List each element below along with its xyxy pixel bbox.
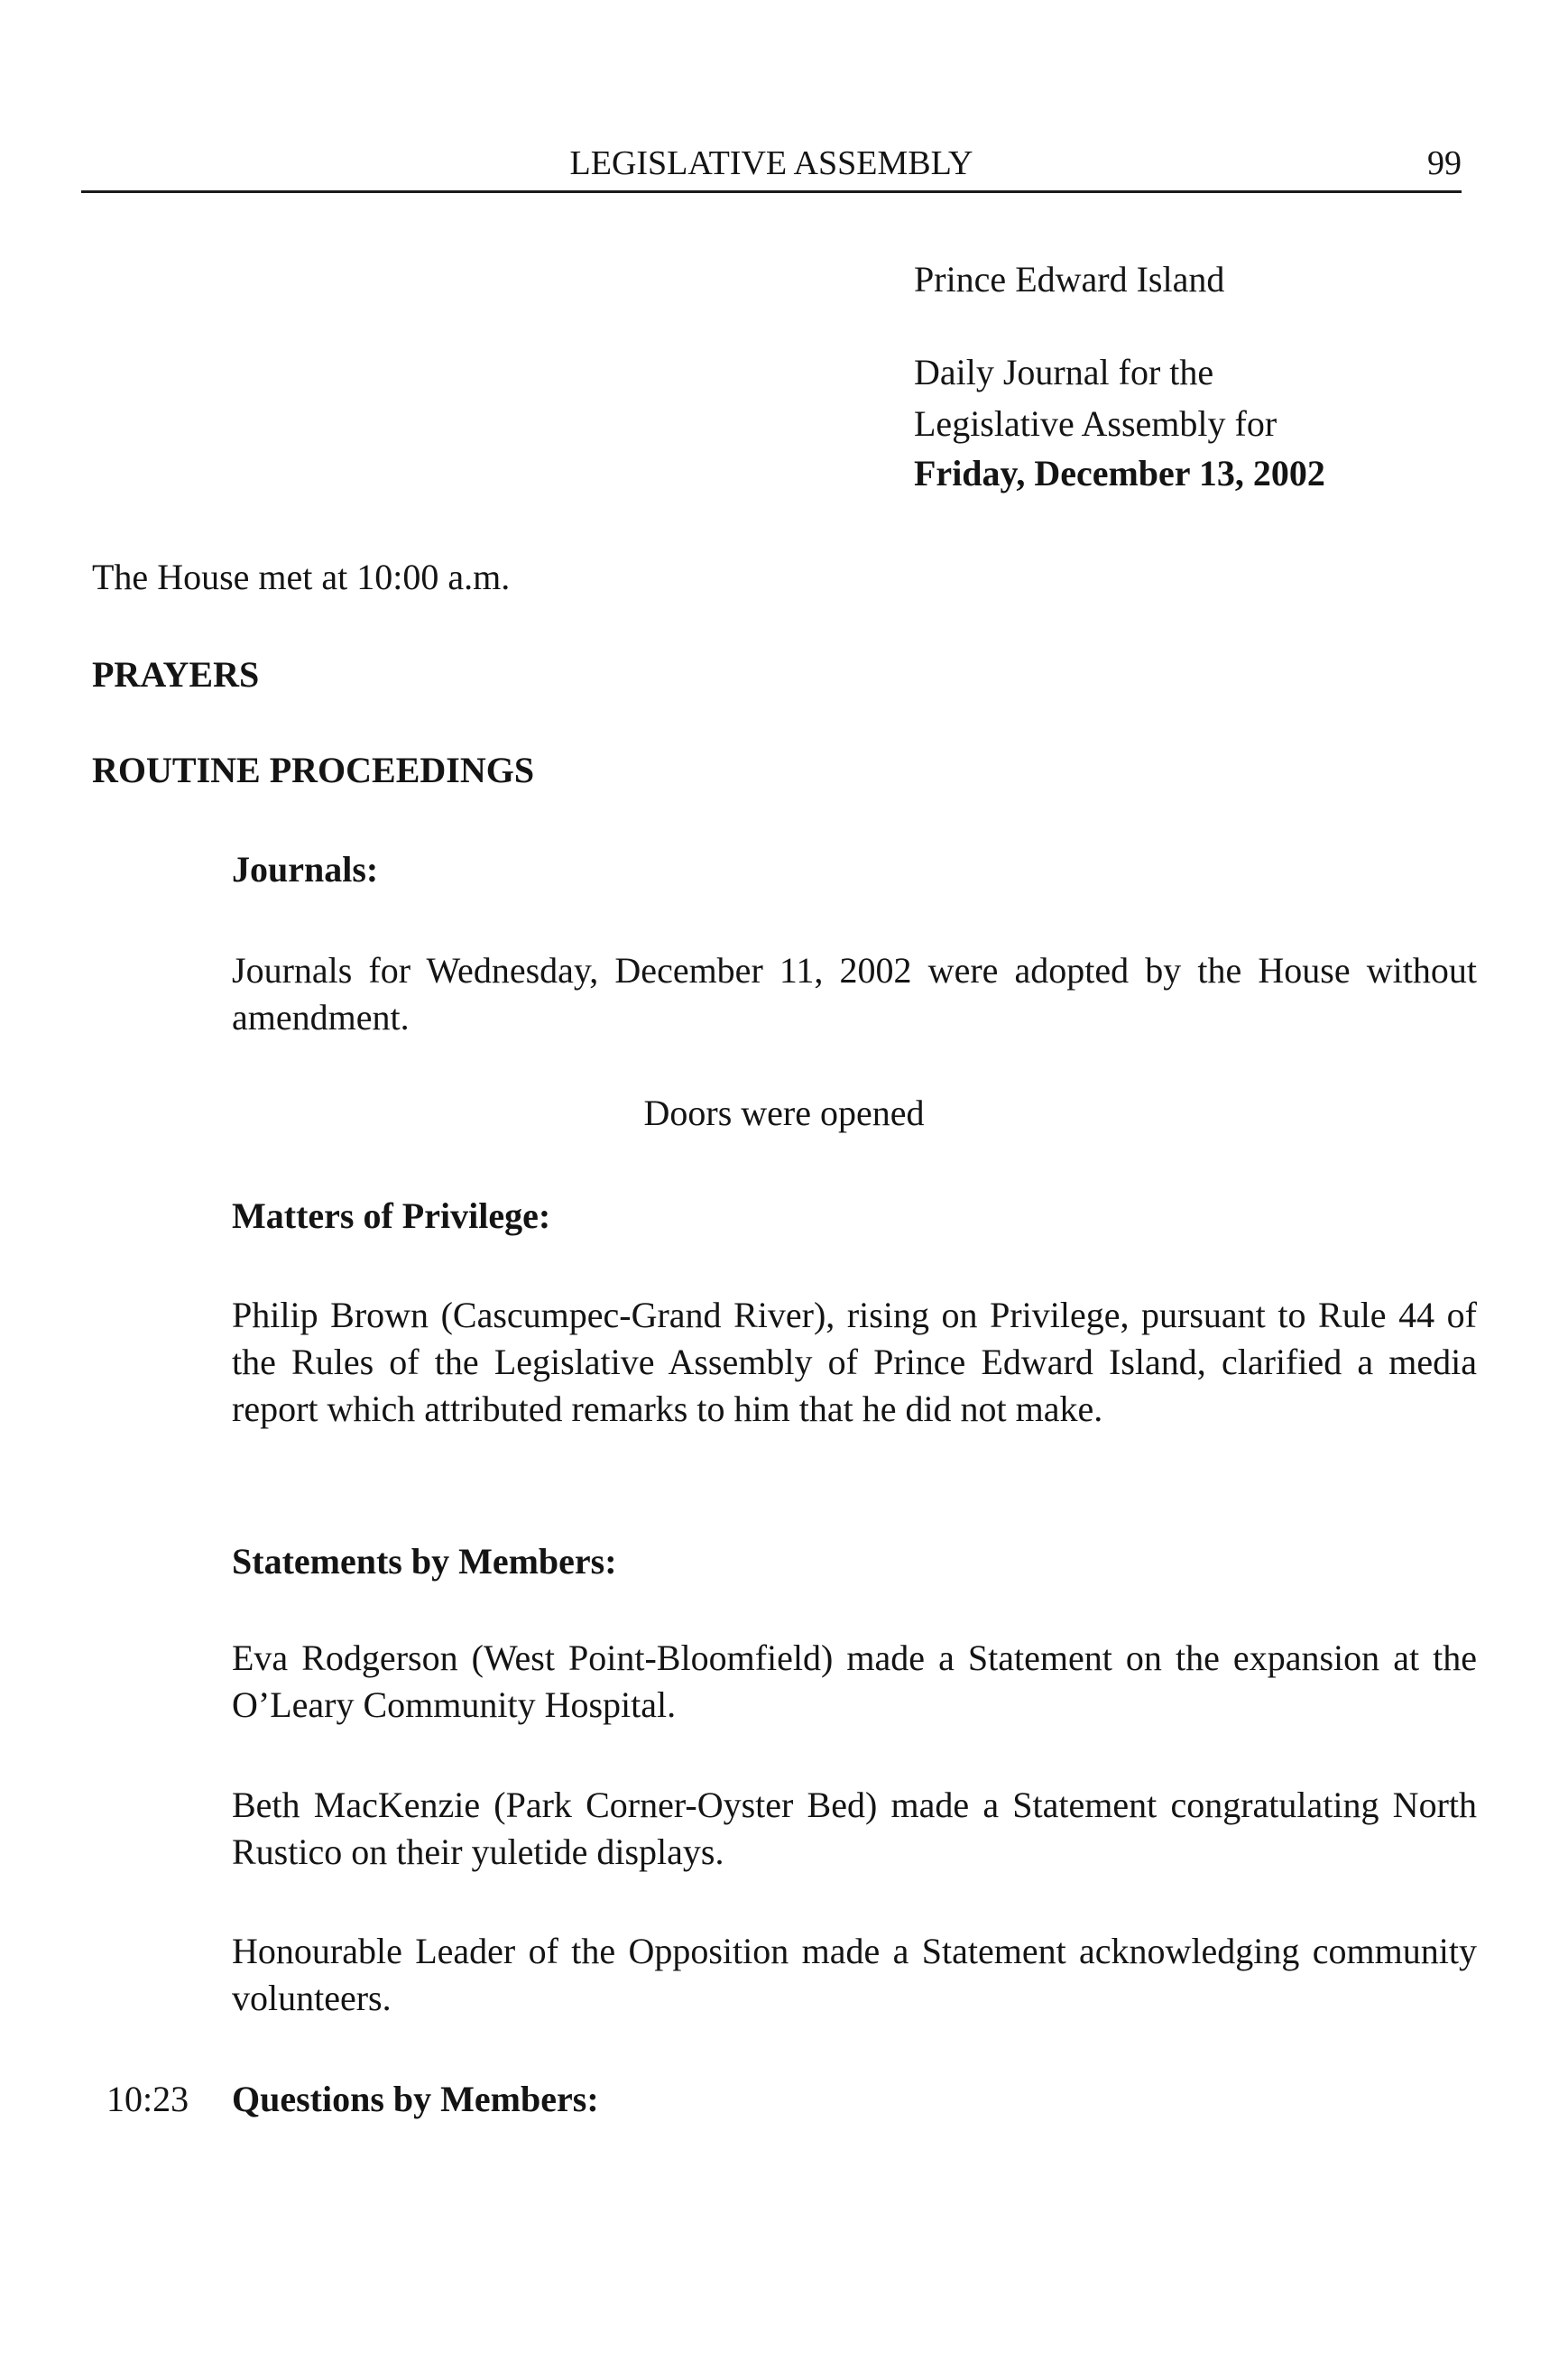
prayers-heading: PRAYERS	[92, 654, 260, 695]
privilege-paragraph: Philip Brown (Cascumpec-Grand River), rising on Privilege, pursuant to Rule 44 of the Rules of the Legislative Assembly of Prince Edward Island, clarified a media report which attributed remarks to him that he did not make.	[232, 1295, 1477, 1429]
statements-heading: Statements by Members:	[232, 1541, 617, 1582]
house-met-line: The House met at 10:00 a.m.	[92, 557, 511, 597]
routine-proceedings-heading: ROUTINE PROCEEDINGS	[92, 750, 535, 790]
journal-date-text: Friday, December 13, 2002	[914, 453, 1325, 494]
statement-item: Eva Rodgerson (West Point-Bloomfield) made a Statement on the expansion at the O’Leary Community Hospital.	[232, 1637, 1477, 1725]
questions-heading: Questions by Members:	[232, 2079, 599, 2119]
statement-item: Beth MacKenzie (Park Corner-Oyster Bed) made a Statement congratulating North Rustico on their yuletide displays.	[232, 1785, 1477, 1872]
header-rule	[81, 190, 1462, 193]
journal-line-1: Daily Journal for the	[914, 352, 1214, 392]
privilege-heading: Matters of Privilege:	[232, 1195, 551, 1236]
page-number: 99	[1427, 144, 1462, 182]
journals-heading: Journals:	[232, 849, 379, 890]
questions-time: 10:23	[106, 2079, 189, 2119]
province-line: Prince Edward Island	[914, 259, 1225, 300]
doors-opened-line: Doors were opened	[643, 1093, 925, 1133]
statement-item: Honourable Leader of the Opposition made a Statement acknowledging community volunteers.	[232, 1931, 1477, 2018]
journal-date	[914, 447, 1325, 499]
journal-line-2: Legislative Assembly for	[914, 403, 1277, 444]
running-header: LEGISLATIVE ASSEMBLY	[569, 144, 973, 182]
journals-paragraph: Journals for Wednesday, December 11, 2002 were adopted by the House without amendment.	[232, 950, 1477, 1038]
